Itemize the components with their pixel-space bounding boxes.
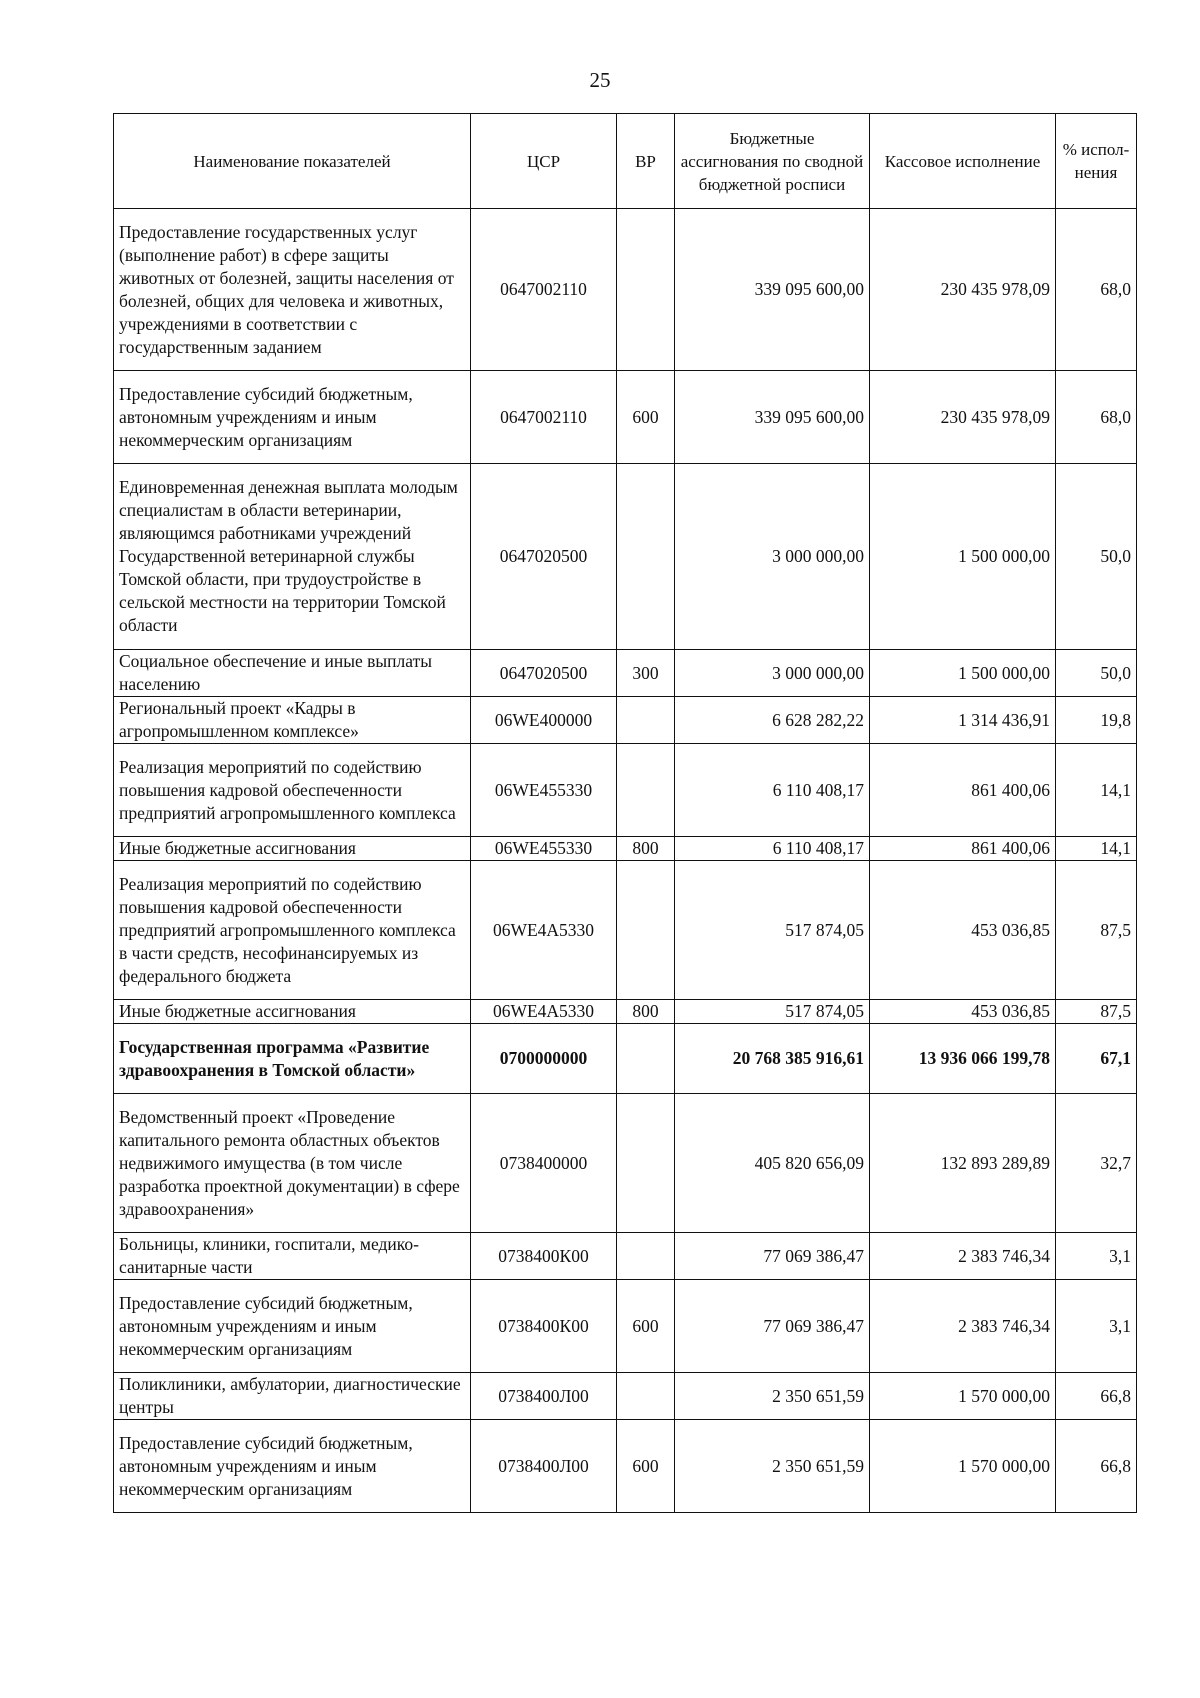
table-row bbox=[114, 697, 1137, 744]
row-budget: 517 874,05 bbox=[675, 1000, 870, 1024]
row-name: Предоставление субсидий бюджетным, автономным учреждениям и иным некоммерческим организациям bbox=[114, 1420, 471, 1513]
row-pct: 66,8 bbox=[1056, 1420, 1137, 1513]
row-budget: 6 628 282,22 bbox=[675, 697, 870, 744]
row-vr bbox=[617, 744, 675, 837]
row-name: Социальное обеспечение и иные выплаты населению bbox=[114, 650, 471, 697]
row-cash: 1 500 000,00 bbox=[870, 464, 1056, 650]
row-csr: 0738400К00 bbox=[471, 1280, 617, 1373]
row-cash: 1 570 000,00 bbox=[870, 1373, 1056, 1420]
row-name: Предоставление государственных услуг (выполнение работ) в сфере защиты животных от болезней, защиты населения от болезней, общих для человека и животных, учреждениями в соответствии с государственным заданием bbox=[114, 209, 471, 371]
row-budget: 77 069 386,47 bbox=[675, 1280, 870, 1373]
row-cash: 861 400,06 bbox=[870, 744, 1056, 837]
row-cash: 13 936 066 199,78 bbox=[870, 1024, 1056, 1094]
row-name: Предоставление субсидий бюджетным, автономным учреждениям и иным некоммерческим организациям bbox=[114, 1280, 471, 1373]
row-name: Ведомственный проект «Проведение капитального ремонта областных объектов недвижимого имущества (в том числе разработка проектной документации) в сфере здравоохранения» bbox=[114, 1094, 471, 1233]
table-row bbox=[114, 837, 1137, 861]
row-pct: 14,1 bbox=[1056, 744, 1137, 837]
table-row bbox=[114, 209, 1137, 371]
table-row bbox=[114, 464, 1137, 650]
row-name: Региональный проект «Кадры в агропромышленном комплексе» bbox=[114, 697, 471, 744]
row-vr: 600 bbox=[617, 1280, 675, 1373]
row-budget: 3 000 000,00 bbox=[675, 464, 870, 650]
row-pct: 32,7 bbox=[1056, 1094, 1137, 1233]
row-name: Единовременная денежная выплата молодым специалистам в области ветеринарии, являющимся работниками учреждений Государственной ветеринарной службы Томской области, при трудоустройстве в сельской местности на территории Томской области bbox=[114, 464, 471, 650]
header-pct: % испол-нения bbox=[1056, 114, 1137, 209]
row-vr bbox=[617, 1373, 675, 1420]
header-csr: ЦСР bbox=[471, 114, 617, 209]
row-csr: 0738400К00 bbox=[471, 1233, 617, 1280]
row-pct: 50,0 bbox=[1056, 650, 1137, 697]
row-csr: 0738400Л00 bbox=[471, 1373, 617, 1420]
table-row bbox=[114, 861, 1137, 1000]
row-pct: 87,5 bbox=[1056, 861, 1137, 1000]
row-vr: 800 bbox=[617, 1000, 675, 1024]
row-budget: 6 110 408,17 bbox=[675, 837, 870, 861]
row-name: Предоставление субсидий бюджетным, автономным учреждениям и иным некоммерческим организациям bbox=[114, 371, 471, 464]
row-cash: 861 400,06 bbox=[870, 837, 1056, 861]
row-vr: 600 bbox=[617, 371, 675, 464]
row-budget: 3 000 000,00 bbox=[675, 650, 870, 697]
row-name: Иные бюджетные ассигнования bbox=[114, 1000, 471, 1024]
row-csr: 0647020500 bbox=[471, 650, 617, 697]
row-cash: 1 570 000,00 bbox=[870, 1420, 1056, 1513]
row-csr: 06WE400000 bbox=[471, 697, 617, 744]
row-csr: 0738400000 bbox=[471, 1094, 617, 1233]
row-pct: 50,0 bbox=[1056, 464, 1137, 650]
row-pct: 66,8 bbox=[1056, 1373, 1137, 1420]
row-pct: 68,0 bbox=[1056, 371, 1137, 464]
row-vr: 800 bbox=[617, 837, 675, 861]
row-vr bbox=[617, 209, 675, 371]
row-budget: 517 874,05 bbox=[675, 861, 870, 1000]
row-vr: 300 bbox=[617, 650, 675, 697]
header-name: Наименование показателей bbox=[114, 114, 471, 209]
row-pct: 87,5 bbox=[1056, 1000, 1137, 1024]
row-pct: 3,1 bbox=[1056, 1233, 1137, 1280]
row-pct: 14,1 bbox=[1056, 837, 1137, 861]
row-name: Поликлиники, амбулатории, диагностические центры bbox=[114, 1373, 471, 1420]
row-cash: 453 036,85 bbox=[870, 861, 1056, 1000]
row-csr: 06WE4A5330 bbox=[471, 861, 617, 1000]
table-row bbox=[114, 1373, 1137, 1420]
row-csr: 06WE4A5330 bbox=[471, 1000, 617, 1024]
row-vr bbox=[617, 861, 675, 1000]
row-budget: 77 069 386,47 bbox=[675, 1233, 870, 1280]
row-pct: 67,1 bbox=[1056, 1024, 1137, 1094]
table-row bbox=[114, 1000, 1137, 1024]
row-vr bbox=[617, 1233, 675, 1280]
row-vr bbox=[617, 697, 675, 744]
table-row bbox=[114, 1420, 1137, 1513]
row-name: Государственная программа «Развитие здравоохранения в Томской области» bbox=[114, 1024, 471, 1094]
header-budget: Бюджетные ассигнования по сводной бюджетной росписи bbox=[675, 114, 870, 209]
row-budget: 2 350 651,59 bbox=[675, 1373, 870, 1420]
row-name: Иные бюджетные ассигнования bbox=[114, 837, 471, 861]
row-csr: 0700000000 bbox=[471, 1024, 617, 1094]
table-header-row bbox=[114, 114, 1137, 209]
row-csr: 0647002110 bbox=[471, 209, 617, 371]
header-vr: ВР bbox=[617, 114, 675, 209]
row-budget: 339 095 600,00 bbox=[675, 371, 870, 464]
table-row bbox=[114, 1094, 1137, 1233]
row-vr bbox=[617, 464, 675, 650]
budget-execution-table bbox=[113, 113, 1137, 1513]
row-vr bbox=[617, 1024, 675, 1094]
row-name: Реализация мероприятий по содействию повышения кадровой обеспеченности предприятий агропромышленного комплекса bbox=[114, 744, 471, 837]
row-cash: 132 893 289,89 bbox=[870, 1094, 1056, 1233]
row-cash: 453 036,85 bbox=[870, 1000, 1056, 1024]
row-cash: 1 500 000,00 bbox=[870, 650, 1056, 697]
row-csr: 0738400Л00 bbox=[471, 1420, 617, 1513]
row-budget: 2 350 651,59 bbox=[675, 1420, 870, 1513]
row-cash: 2 383 746,34 bbox=[870, 1280, 1056, 1373]
row-name: Реализация мероприятий по содействию повышения кадровой обеспеченности предприятий агропромышленного комплекса в части средств, несофинансируемых из федерального бюджета bbox=[114, 861, 471, 1000]
page-number: 25 bbox=[589, 68, 611, 92]
table-row bbox=[114, 744, 1137, 837]
row-csr: 06WE455330 bbox=[471, 837, 617, 861]
table-row-program-total bbox=[114, 1024, 1137, 1094]
row-cash: 2 383 746,34 bbox=[870, 1233, 1056, 1280]
row-pct: 3,1 bbox=[1056, 1280, 1137, 1373]
row-pct: 68,0 bbox=[1056, 209, 1137, 371]
row-name: Больницы, клиники, госпитали, медико-санитарные части bbox=[114, 1233, 471, 1280]
table-row bbox=[114, 650, 1137, 697]
row-budget: 405 820 656,09 bbox=[675, 1094, 870, 1233]
row-cash: 1 314 436,91 bbox=[870, 697, 1056, 744]
table-row bbox=[114, 1280, 1137, 1373]
row-csr: 06WE455330 bbox=[471, 744, 617, 837]
row-vr: 600 bbox=[617, 1420, 675, 1513]
row-csr: 0647002110 bbox=[471, 371, 617, 464]
row-cash: 230 435 978,09 bbox=[870, 209, 1056, 371]
row-cash: 230 435 978,09 bbox=[870, 371, 1056, 464]
table-row bbox=[114, 371, 1137, 464]
row-pct: 19,8 bbox=[1056, 697, 1137, 744]
row-budget: 339 095 600,00 bbox=[675, 209, 870, 371]
row-vr bbox=[617, 1094, 675, 1233]
row-budget: 6 110 408,17 bbox=[675, 744, 870, 837]
row-csr: 0647020500 bbox=[471, 464, 617, 650]
table-row bbox=[114, 1233, 1137, 1280]
table-body bbox=[114, 209, 1137, 1513]
header-cash: Кассовое исполнение bbox=[870, 114, 1056, 209]
row-budget: 20 768 385 916,61 bbox=[675, 1024, 870, 1094]
